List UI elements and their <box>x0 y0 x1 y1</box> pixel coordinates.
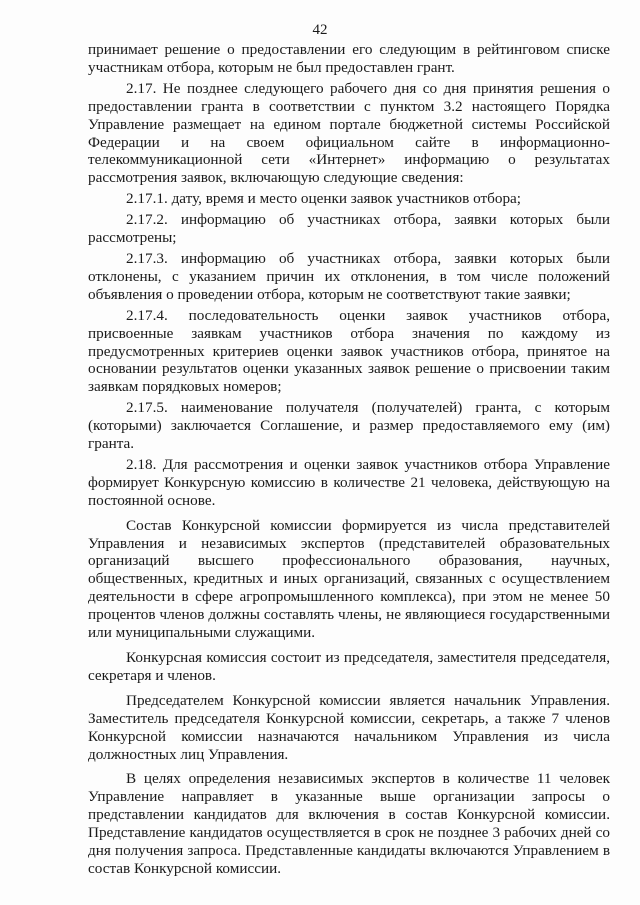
paragraph-2-17-4: 2.17.4. последовательность оценки заявок участников отбора, присвоенные заявкам участников отбора значения по каждому из предусмотренных критериев оценки заявок участников отбора, принятое на основании результатов оценки указанных заявок решение о присвоении таким заявкам порядковых номеров; <box>88 306 610 396</box>
page-number: 42 <box>312 22 328 38</box>
paragraph-continuation: принимает решение о предоставлении его следующим в рейтинговом списке участникам отбора, которым не был предоставлен грант. <box>88 41 610 76</box>
paragraph-2-17-5: 2.17.5. наименование получателя (получателей) гранта, с которым (которыми) заключается Соглашение, и размер предоставляемого ему (им) гранта. <box>88 399 610 453</box>
paragraph-commission-chair: Председателем Конкурсной комиссии является начальник Управления. Заместитель председателя Конкурсной комиссии, секретарь, а также 7 членов Конкурсной комиссии назначаются начальником Управления из числа должностных лиц Управления. <box>88 691 610 763</box>
paragraph-commission-composition: Состав Конкурсной комиссии формируется из числа представителей Управления и независимых экспертов (представителей образовательных организаций высшего профессионального образования, научных, общественных, кредитных и иных организаций, связанных с осуществлением деятельности в сфере агропромышленного комплекса), при этом не менее 50 процентов членов должны составлять члены, не являющиеся государственными или муниципальными служащими. <box>88 516 610 642</box>
paragraph-2-17-2: 2.17.2. информацию об участниках отбора, заявки которых были рассмотрены; <box>88 211 610 247</box>
paragraph-2-17: 2.17. Не позднее следующего рабочего дня со дня принятия решения о предоставлении гранта в соответствии с пунктом 3.2 настоящего Порядка Управление размещает на едином портале бюджетной системы Российской Федерации и на своем официальном сайте в информационно-телекоммуникационной сети «Интернет» информацию о результатах рассмотрения заявок, включающую следующие сведения: <box>88 79 610 187</box>
paragraph-commission-members: Конкурсная комиссия состоит из председателя, заместителя председателя, секретаря и членов. <box>88 649 610 684</box>
paragraph-independent-experts: В целях определения независимых экспертов в количестве 11 человек Управление направляет в указанные выше организации запросы о представлении кандидатов для включения в состав Конкурсной комиссии. Представление кандидатов осуществляется в срок не позднее 3 рабочих дней со дня получения запроса. Представленные кандидаты включаются Управлением в состав Конкурсной комиссии. <box>88 770 610 877</box>
paragraph-2-17-1: 2.17.1. дату, время и место оценки заявок участников отбора; <box>126 190 521 208</box>
document-body <box>88 41 610 878</box>
paragraph-2-18: 2.18. Для рассмотрения и оценки заявок участников отбора Управление формирует Конкурсную комиссию в количестве 21 человека, действующую на постоянной основе. <box>88 455 610 509</box>
paragraph-2-17-3: 2.17.3. информацию об участниках отбора, заявки которых были отклонены, с указанием причин их отклонения, в том числе положений объявления о проведении отбора, которым не соответствуют такие заявки; <box>88 249 610 303</box>
